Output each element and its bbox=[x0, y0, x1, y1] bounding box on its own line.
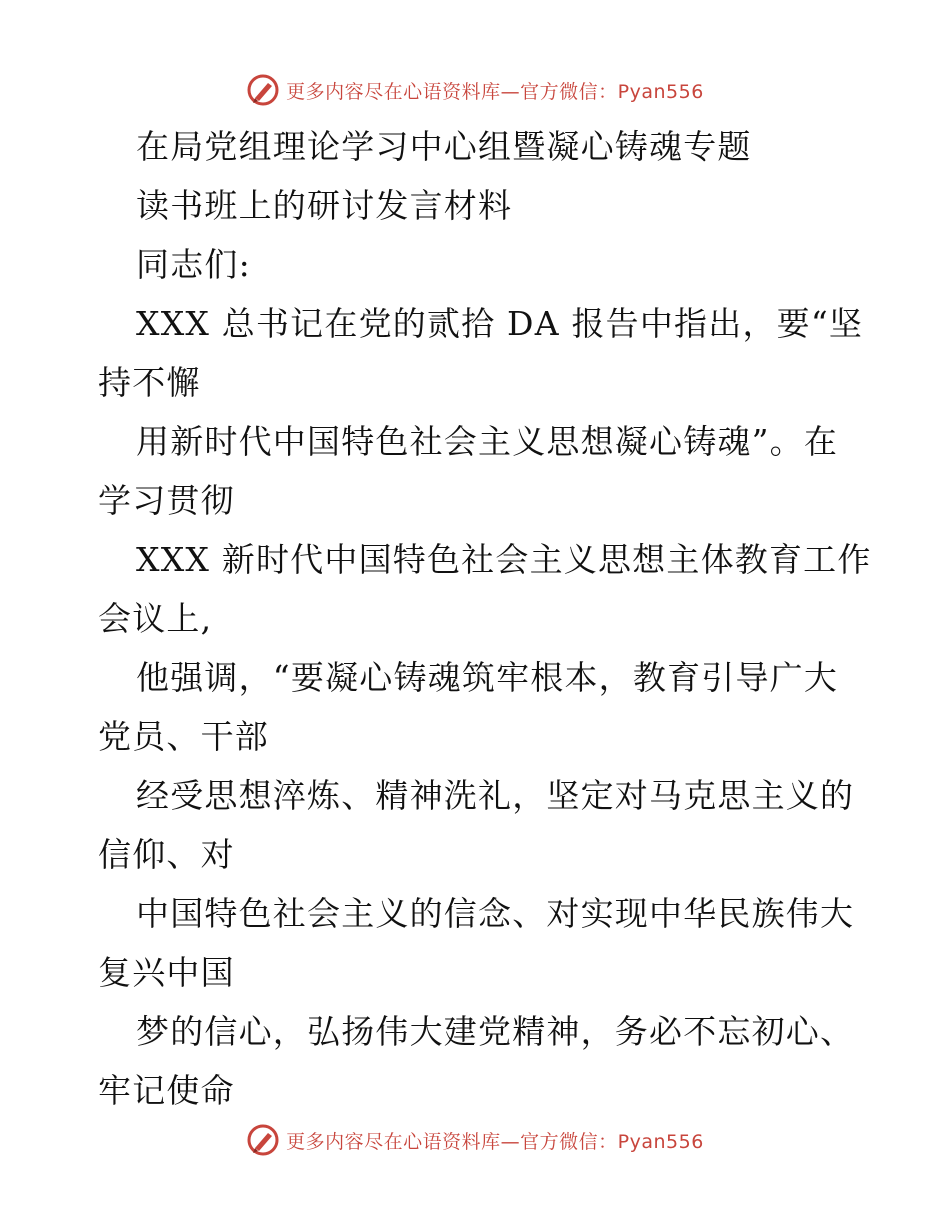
paragraph-line: 中国特色社会主义的信念、对实现中华民族伟大 bbox=[136, 894, 855, 933]
paragraph-line: 他强调，“要凝心铸魂筑牢根本，教育引导广大 bbox=[136, 658, 839, 697]
pen-logo-icon bbox=[246, 1123, 280, 1157]
paragraph-line: XXX 总书记在党的贰拾 DA 报告中指出，要“坚 bbox=[136, 304, 864, 343]
paragraph-line: 学习贯彻 bbox=[98, 481, 235, 520]
pen-logo-icon bbox=[246, 73, 280, 107]
paragraph-line: 用新时代中国特色社会主义思想凝心铸魂”。在 bbox=[136, 422, 839, 461]
document-body bbox=[98, 117, 872, 1120]
footer-watermark bbox=[0, 1120, 950, 1160]
paragraph-line: 党员、干部 bbox=[98, 717, 269, 756]
salutation: 同志们: bbox=[136, 245, 251, 284]
title-line-2: 读书班上的研讨发言材料 bbox=[136, 186, 513, 225]
paragraph-line: 会议上, bbox=[98, 599, 213, 638]
paragraph-line: 信仰、对 bbox=[98, 835, 235, 874]
paragraph-line: 持不懈 bbox=[98, 363, 201, 402]
paragraph-line: 梦的信心，弘扬伟大建党精神，务必不忘初心、 bbox=[136, 1012, 855, 1051]
title-line-1: 在局党组理论学习中心组暨凝心铸魂专题 bbox=[136, 127, 752, 166]
paragraph-line: 复兴中国 bbox=[98, 953, 235, 992]
watermark-text: 更多内容尽在心语资料库—官方微信：Pyan556 bbox=[286, 80, 704, 103]
watermark-text: 更多内容尽在心语资料库—官方微信：Pyan556 bbox=[286, 1130, 704, 1153]
header-watermark bbox=[0, 70, 950, 110]
paragraph-line: 牢记使命 bbox=[98, 1071, 235, 1110]
paragraph-line: 经受思想淬炼、精神洗礼，坚定对马克思主义的 bbox=[136, 776, 855, 815]
paragraph-line: XXX 新时代中国特色社会主义思想主体教育工作 bbox=[136, 540, 872, 579]
